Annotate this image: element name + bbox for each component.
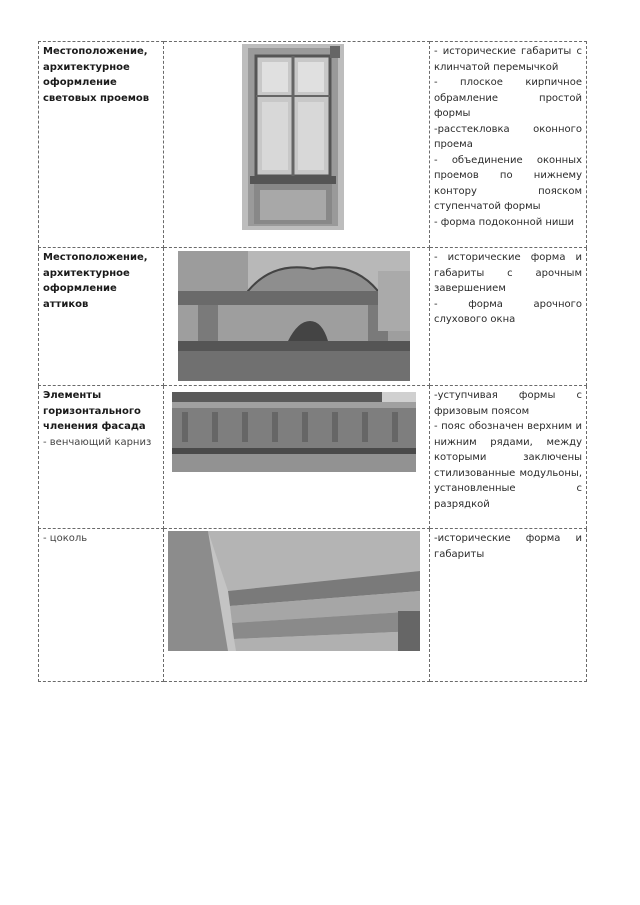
photo-cell (164, 529, 430, 682)
description-item: - объединение оконных проемов по нижнему контору пояском ступенчатой формы (434, 154, 582, 212)
element-label-cell (39, 248, 164, 386)
photo-cell (164, 248, 430, 386)
description-item: - форма арочного слухового окна (434, 298, 582, 325)
description-item: - исторические форма и габариты с арочным завершением (434, 252, 582, 294)
description-item: -расстекловка оконного проема (434, 123, 582, 150)
sub-label: - цоколь (43, 533, 88, 544)
label-line: архитектурное (43, 267, 130, 279)
description-cell (430, 248, 587, 386)
element-label-cell (39, 386, 164, 529)
element-label-cell (39, 42, 164, 248)
facade-elements-table (38, 41, 587, 682)
photo-cell (164, 42, 430, 248)
table-row (39, 386, 587, 529)
sub-label: - венчающий карниз (43, 436, 152, 448)
description-item: - исторические габариты с клинчатой перемычкой (434, 46, 582, 73)
description-item: - плоское кирпичное обрамление простой формы (434, 77, 582, 119)
element-label-cell (39, 529, 164, 682)
label-line: членения фасада (43, 421, 146, 432)
description-item: - форма подоконной ниши (434, 216, 575, 228)
description-item: -исторические форма и габариты (434, 533, 582, 560)
window-opening-photo (242, 44, 344, 230)
cornice-photo (172, 392, 416, 472)
label-line: Местоположение, (43, 252, 148, 263)
label-line: оформление аттиков (43, 283, 117, 310)
description-item: - пояс обозначен верхним и нижним рядами, между которыми заключены стилизованные модульоны, установленные с разрядкой (434, 421, 582, 510)
table-row (39, 529, 587, 682)
label-line: архитектурное (43, 61, 130, 73)
table-row (39, 42, 587, 248)
label-line: Местоположение, (43, 46, 148, 57)
label-line: оформление (43, 77, 117, 88)
label-line: световых проемов (43, 92, 150, 104)
table-row (39, 248, 587, 386)
plinth-photo (168, 531, 420, 651)
description-cell (430, 42, 587, 248)
description-item: -уступчивая формы с фризовым поясом (434, 390, 582, 417)
description-cell (430, 386, 587, 529)
photo-cell (164, 386, 430, 529)
attic-photo (178, 251, 410, 381)
label-line: горизонтального (43, 405, 141, 417)
label-line: Элементы (43, 390, 102, 401)
description-cell (430, 529, 587, 682)
